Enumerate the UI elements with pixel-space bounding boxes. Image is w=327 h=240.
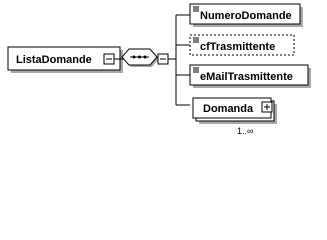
root-element-label: ListaDomande [16, 54, 92, 66]
sequence-icon[interactable] [122, 49, 159, 67]
child-element-numero-domande[interactable] [190, 4, 303, 27]
root-collapse-icon[interactable] [104, 54, 114, 64]
sequence-collapse-icon[interactable] [158, 54, 168, 64]
child-element-label: cfTrasmittente [200, 41, 276, 53]
domanda-expand-icon[interactable] [262, 102, 272, 112]
occurrence-label: 1..∞ [237, 126, 254, 136]
child-element-label: eMailTrasmittente [200, 71, 293, 83]
child-element-email-trasmittente[interactable] [190, 65, 311, 88]
child-element-label: NumeroDomande [200, 10, 292, 22]
child-element-label: Domanda [203, 103, 254, 115]
child-element-cf-trasmittente[interactable] [190, 35, 294, 55]
branch-lines [168, 15, 190, 105]
